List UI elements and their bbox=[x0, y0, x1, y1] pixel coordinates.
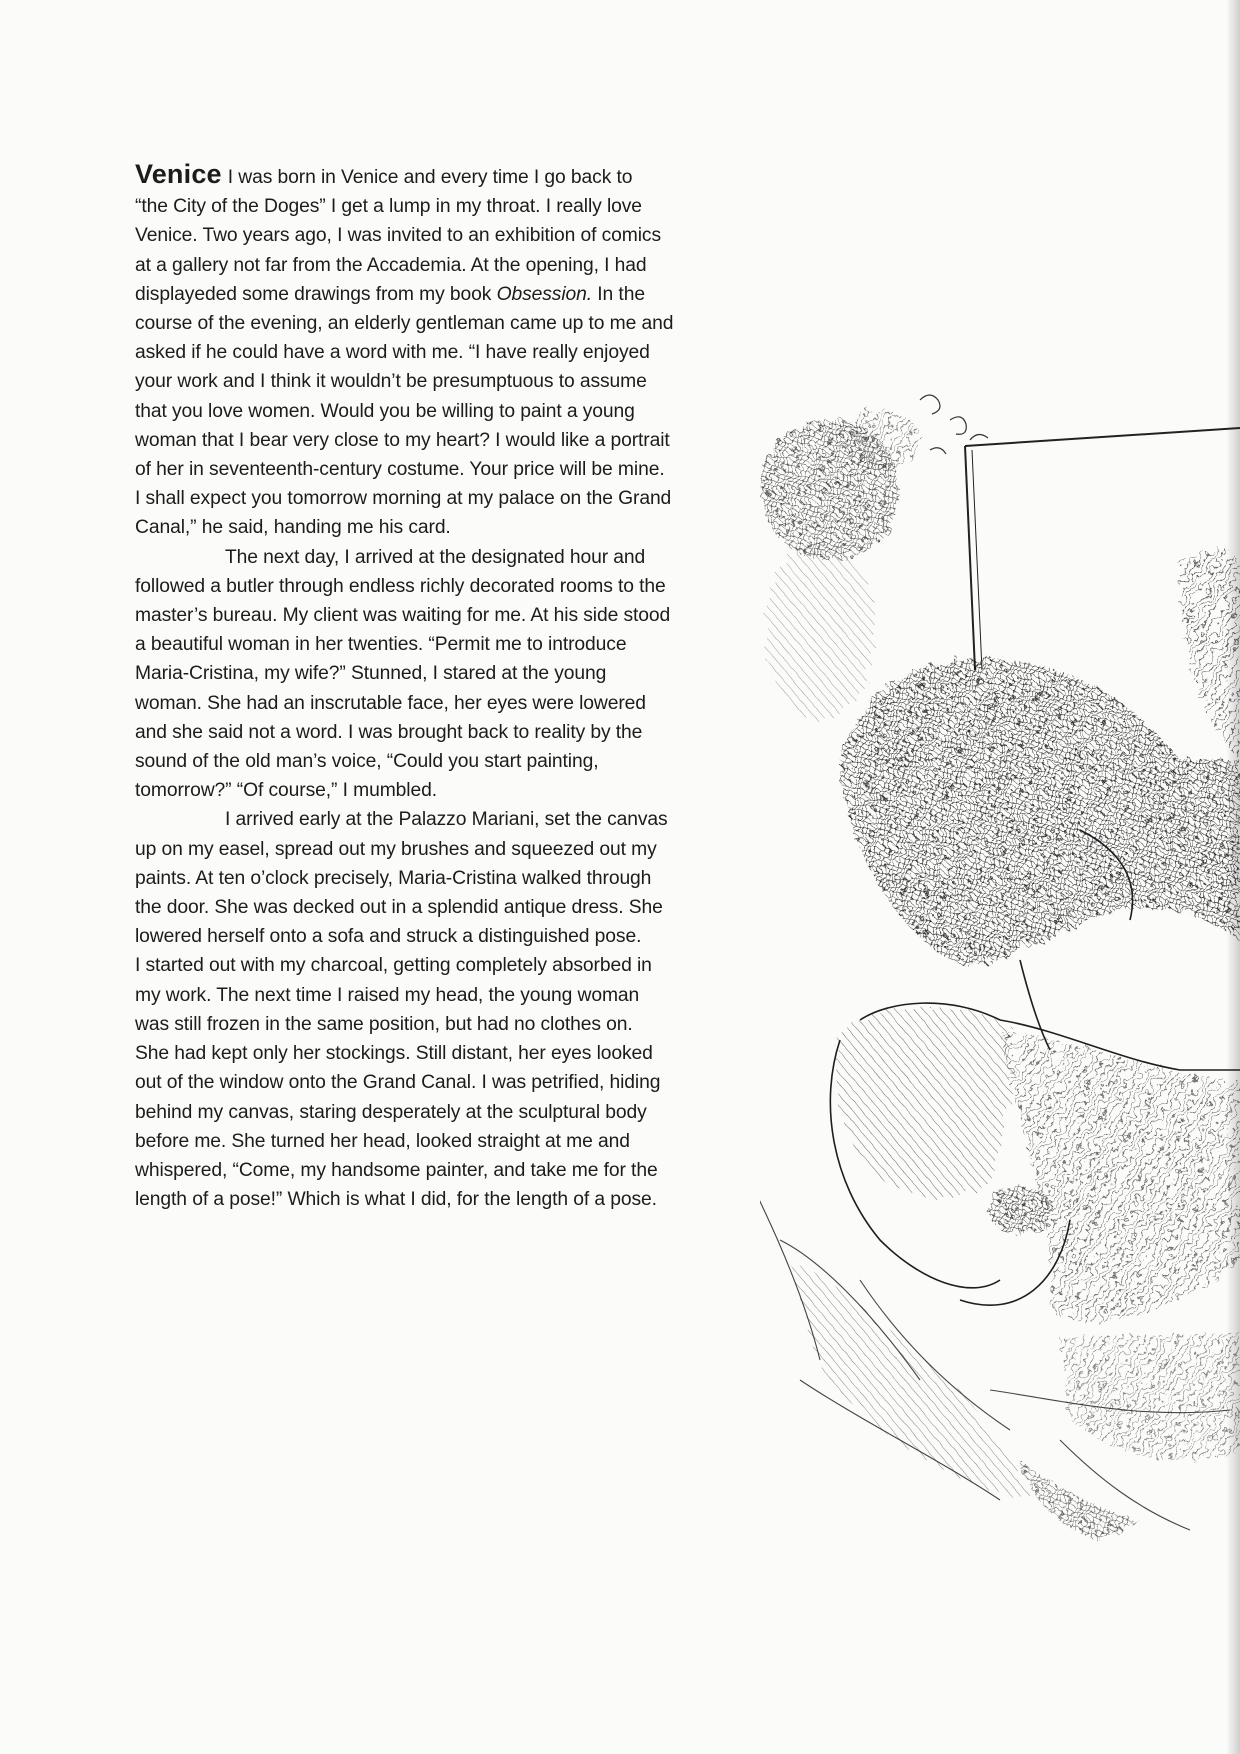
text-line: a beautiful woman in her twenties. “Permit me to introduce bbox=[135, 634, 627, 656]
text-line: I shall expect you tomorrow morning at my palace on the Grand bbox=[135, 488, 672, 510]
foliage-texture bbox=[760, 410, 920, 720]
text-line: of her in seventeenth-century costume. Your price will be mine. bbox=[135, 459, 665, 481]
book-title: Obsession. bbox=[496, 283, 593, 305]
text-line: Maria-Cristina, my wife?” Stunned, I stared at the young bbox=[135, 663, 607, 685]
text-line: “the City of the Doges” I get a lump in my throat. I really love bbox=[135, 196, 642, 218]
text-line: lowered herself onto a sofa and struck a distinguished pose. bbox=[135, 926, 642, 948]
text-line: my work. The next time I raised my head, the young woman bbox=[135, 984, 640, 1006]
text-line: your work and I think it wouldn’t be presumptuous to assume bbox=[135, 371, 647, 393]
text-line: asked if he could have a word with me. “I have really enjoyed bbox=[135, 342, 650, 364]
text-line: The next day, I arrived at the designated hour and bbox=[225, 546, 646, 568]
body-shading bbox=[836, 1007, 1240, 1322]
text-line: I arrived early at the Palazzo Mariani, set the canvas bbox=[225, 809, 668, 831]
text-line: Canal,” he said, handing me his card. bbox=[135, 517, 451, 539]
text-line: was still frozen in the same position, but had no clothes on. bbox=[135, 1013, 633, 1035]
text-line: She had kept only her stockings. Still distant, her eyes looked bbox=[135, 1043, 653, 1065]
text-line: behind my canvas, staring desperately at the sculptural body bbox=[135, 1101, 647, 1123]
text-line: woman that I bear very close to my heart? I would like a portrait bbox=[135, 429, 670, 451]
text-line: course of the evening, an elderly gentleman came up to me and bbox=[135, 313, 674, 335]
text-line bbox=[135, 160, 775, 192]
text-line: Venice. Two years ago, I was invited to an exhibition of comics bbox=[135, 225, 662, 247]
article-text bbox=[135, 160, 775, 1214]
text-line: up on my easel, spread out my brushes and squeezed out my bbox=[135, 838, 657, 860]
text-line: and she said not a word. I was brought back to reality by the bbox=[135, 721, 643, 743]
hair-shading bbox=[840, 550, 1240, 966]
text-line: before me. She turned her head, looked straight at me and bbox=[135, 1130, 630, 1152]
text-line: I started out with my charcoal, getting completely absorbed in bbox=[135, 955, 652, 977]
text-line: master’s bureau. My client was waiting for me. At his side stood bbox=[135, 605, 671, 627]
text-line: out of the window onto the Grand Canal. I was petrified, hiding bbox=[135, 1072, 661, 1094]
text-line: at a gallery not far from the Accademia. At the opening, I had bbox=[135, 254, 647, 276]
text-line: that you love women. Would you be willing to paint a young bbox=[135, 400, 635, 422]
text-line: whispered, “Come, my handsome painter, and take me for the bbox=[135, 1159, 658, 1181]
text-line-content: displayeded some drawings from my book bbox=[135, 283, 492, 305]
text-line: paints. At ten o’clock precisely, Maria-Cristina walked through bbox=[135, 867, 652, 889]
article-heading: Venice bbox=[135, 159, 222, 189]
text-line-content: In the bbox=[597, 283, 645, 305]
text-line-content: I was born in Venice and every time I go back to bbox=[227, 167, 633, 188]
text-line: tomorrow?” “Of course,” I mumbled. bbox=[135, 780, 437, 802]
text-line: sound of the old man’s voice, “Could you start painting, bbox=[135, 751, 599, 773]
text-line: woman. She had an inscrutable face, her eyes were lowered bbox=[135, 692, 646, 714]
text-line: followed a butler through endless richly decorated rooms to the bbox=[135, 575, 666, 597]
text-line: length of a pose!” Which is what I did, for the length of a pose. bbox=[135, 1189, 657, 1211]
text-line: the door. She was decked out in a splendid antique dress. She bbox=[135, 897, 663, 919]
ink-illustration bbox=[760, 380, 1240, 1630]
text-line bbox=[135, 280, 775, 309]
